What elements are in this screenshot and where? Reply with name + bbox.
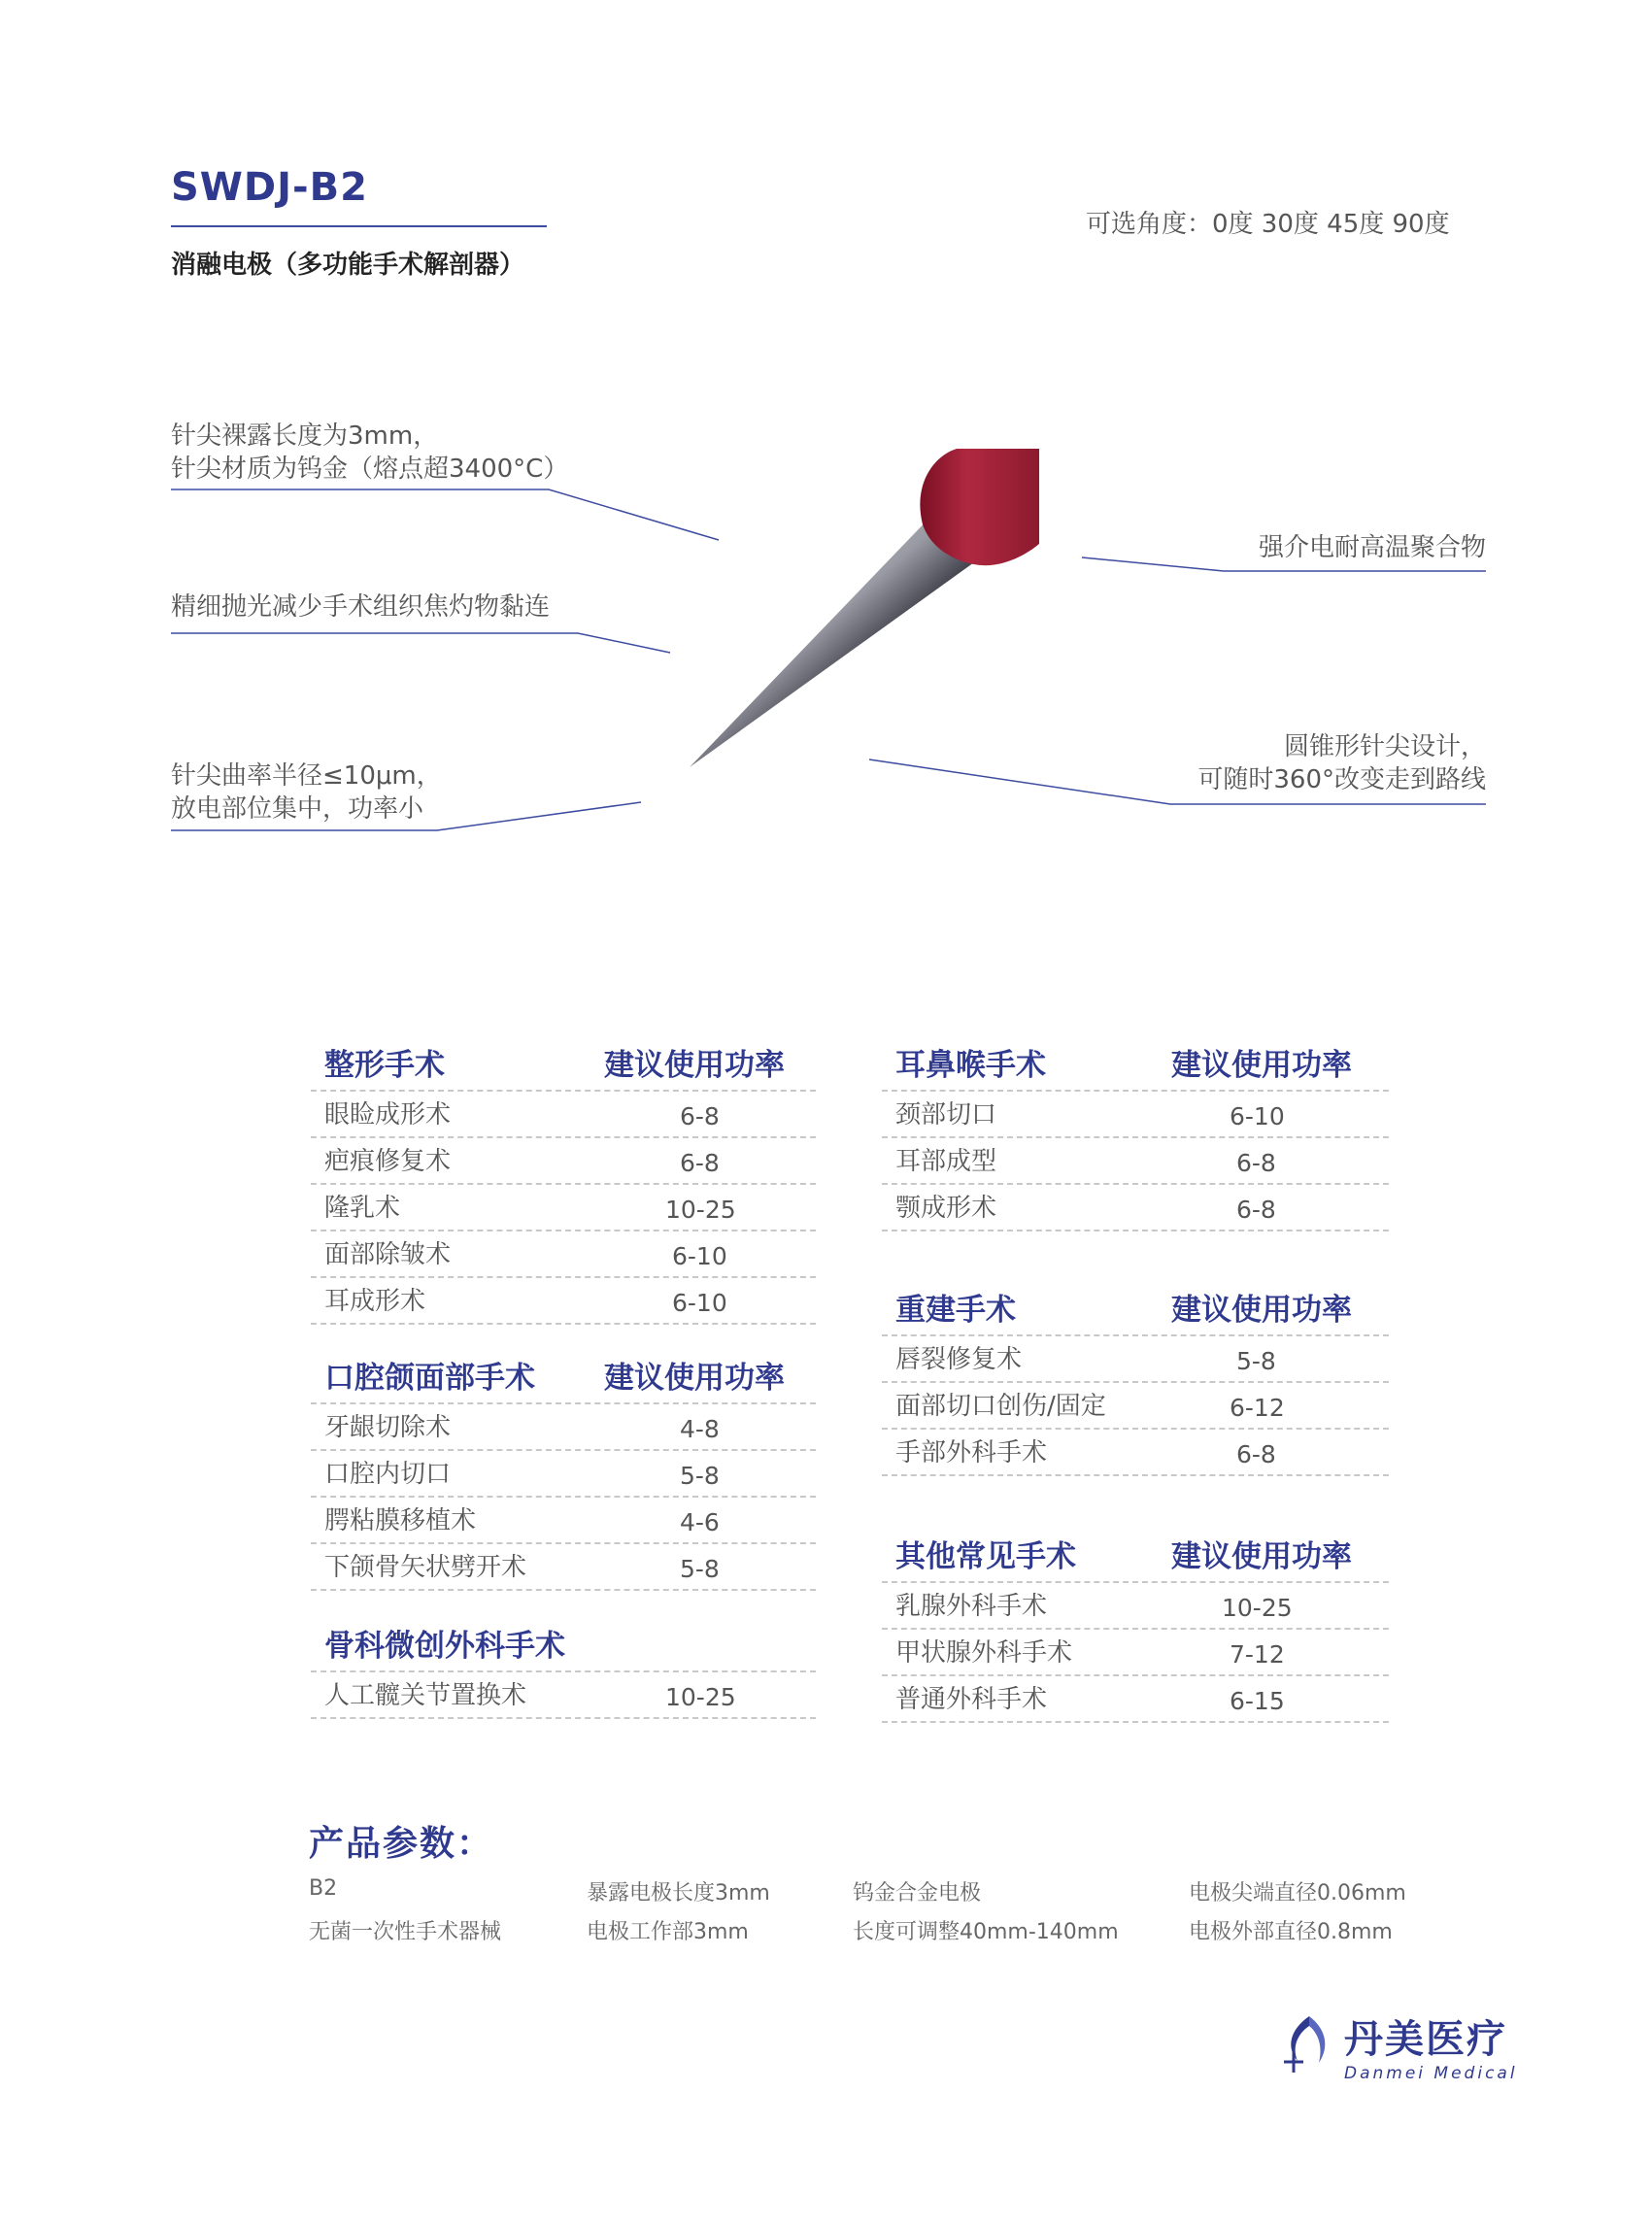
power-value: 4-6 (680, 1508, 720, 1536)
table-row (311, 1231, 816, 1278)
table-row (311, 1278, 816, 1325)
table-row (882, 1630, 1389, 1676)
needle-metal-cone (690, 513, 981, 767)
table-ent (882, 1041, 1389, 1231)
param-item: 长度可调整40mm-140mm (853, 1920, 1119, 1944)
power-header: 建议使用功率 (1171, 1048, 1352, 1083)
table-row (311, 1498, 816, 1544)
table-title: 其他常见手术 (895, 1539, 1076, 1574)
angle-options: 可选角度：0度 30度 45度 90度 (1086, 210, 1450, 239)
logo-text-cn: 丹美医疗 (1344, 2017, 1507, 2062)
procedure-name: 面部除皱术 (324, 1240, 452, 1269)
table-row (882, 1092, 1389, 1138)
power-value: 7-12 (1230, 1640, 1285, 1669)
table-row (311, 1544, 816, 1591)
param-item: 电极外部直径0.8mm (1189, 1920, 1393, 1944)
power-value: 6-12 (1230, 1394, 1285, 1422)
procedure-name: 乳腺外科手术 (895, 1592, 1048, 1621)
table-row (882, 1583, 1389, 1630)
callout-radius-line1: 针尖曲率半径≤10μm， (171, 761, 442, 791)
table-title: 耳鼻喉手术 (895, 1048, 1046, 1083)
table-row (311, 1138, 816, 1185)
product-subtitle: 消融电极（多功能手术解剖器） (171, 251, 525, 280)
params-title: 产品参数： (309, 1824, 494, 1864)
table-other (882, 1533, 1389, 1723)
table-plastic-surgery (311, 1041, 816, 1325)
table-row (311, 1092, 816, 1138)
callout-tip-length-line2: 针尖材质为钨金（熔点超3400°C） (171, 455, 569, 484)
procedure-name: 面部切口创伤/固定 (895, 1392, 1106, 1421)
table-row (882, 1430, 1389, 1476)
power-header: 建议使用功率 (1171, 1539, 1352, 1574)
callout-polymer: 强介电耐高温聚合物 (1258, 533, 1486, 562)
procedure-name: 人工髋关节置换术 (324, 1681, 527, 1710)
callout-radius-line2: 放电部位集中，功率小 (171, 794, 424, 824)
callout-polish: 精细抛光减少手术组织焦灼物黏连 (171, 592, 551, 622)
power-value: 6-10 (672, 1242, 727, 1270)
power-value: 6-8 (680, 1149, 720, 1177)
table-orthopedic (311, 1622, 816, 1719)
table-title: 整形手术 (324, 1048, 445, 1083)
table-reconstruction (882, 1286, 1389, 1476)
company-logo (1280, 2008, 1518, 2083)
power-value: 6-8 (1236, 1149, 1276, 1177)
power-value: 10-25 (665, 1196, 736, 1224)
leader-tip-length (171, 489, 719, 540)
procedure-name: 疤痕修复术 (324, 1147, 452, 1176)
leader-polish (171, 633, 670, 653)
power-value: 5-8 (1236, 1347, 1276, 1375)
procedure-name: 耳成形术 (324, 1287, 426, 1316)
procedure-name: 颚成形术 (895, 1194, 997, 1223)
callout-tip-length (171, 420, 568, 486)
procedure-name: 普通外科手术 (895, 1685, 1048, 1714)
power-value: 6-10 (1230, 1102, 1285, 1130)
procedure-name: 甲状腺外科手术 (895, 1638, 1073, 1668)
table-header (311, 1354, 816, 1404)
table-row (882, 1676, 1389, 1723)
table-header (311, 1622, 816, 1670)
power-header: 建议使用功率 (604, 1361, 785, 1396)
callout-radius (171, 759, 442, 826)
power-value: 6-8 (1236, 1196, 1276, 1224)
table-row (311, 1670, 816, 1719)
param-item: 无菌一次性手术器械 (309, 1920, 502, 1944)
param-item: B2 (309, 1876, 338, 1901)
callout-cone (1197, 730, 1486, 796)
procedure-name: 耳部成型 (895, 1147, 997, 1176)
logo-mark-icon (1280, 2008, 1338, 2076)
param-item: 电极尖端直径0.06mm (1189, 1881, 1406, 1906)
table-row (882, 1138, 1389, 1185)
table-header (311, 1041, 816, 1092)
power-value: 5-8 (680, 1555, 720, 1583)
procedure-name: 下颌骨矢状劈开术 (324, 1553, 527, 1582)
power-value: 6-10 (672, 1289, 727, 1317)
table-title: 重建手术 (895, 1293, 1016, 1328)
procedure-name: 唇裂修复术 (895, 1345, 1023, 1374)
param-item: 钨金合金电极 (853, 1881, 982, 1906)
product-title: SWDJ-B2 (171, 165, 368, 210)
procedure-name: 颈部切口 (895, 1100, 997, 1130)
logo-text-en: Danmei Medical (1344, 2064, 1518, 2083)
callout-cone-line1: 圆锥形针尖设计， (1283, 732, 1486, 761)
table-row (882, 1185, 1389, 1231)
power-value: 6-8 (680, 1102, 720, 1130)
power-header: 建议使用功率 (604, 1048, 785, 1083)
table-title: 骨科微创外科手术 (324, 1629, 565, 1664)
power-value: 6-15 (1230, 1687, 1285, 1715)
table-header (882, 1041, 1389, 1092)
procedure-name: 手部外科手术 (895, 1438, 1048, 1467)
procedure-name: 腭粘膜移植术 (324, 1506, 477, 1535)
callout-cone-line2: 可随时360°改变走到路线 (1197, 765, 1486, 794)
table-title: 口腔颌面部手术 (324, 1361, 535, 1396)
table-row (882, 1383, 1389, 1430)
table-row (882, 1336, 1389, 1383)
procedure-name: 牙龈切除术 (324, 1413, 452, 1442)
power-value: 10-25 (665, 1683, 736, 1711)
procedure-name: 口腔内切口 (324, 1460, 452, 1489)
power-value: 10-25 (1222, 1594, 1293, 1622)
param-item: 暴露电极长度3mm (587, 1881, 770, 1906)
param-item: 电极工作部3mm (587, 1920, 749, 1944)
table-header (882, 1533, 1389, 1583)
table-header (882, 1286, 1389, 1336)
callout-tip-length-line1: 针尖裸露长度为3mm， (171, 422, 439, 451)
table-oral-maxillofacial (311, 1354, 816, 1591)
power-value: 4-8 (680, 1415, 720, 1443)
procedure-name: 隆乳术 (324, 1194, 401, 1223)
table-row (311, 1185, 816, 1231)
power-header: 建议使用功率 (1171, 1293, 1352, 1328)
power-value: 5-8 (680, 1462, 720, 1490)
table-row (311, 1404, 816, 1451)
table-row (311, 1451, 816, 1498)
power-value: 6-8 (1236, 1440, 1276, 1468)
procedure-name: 眼睑成形术 (324, 1100, 452, 1130)
